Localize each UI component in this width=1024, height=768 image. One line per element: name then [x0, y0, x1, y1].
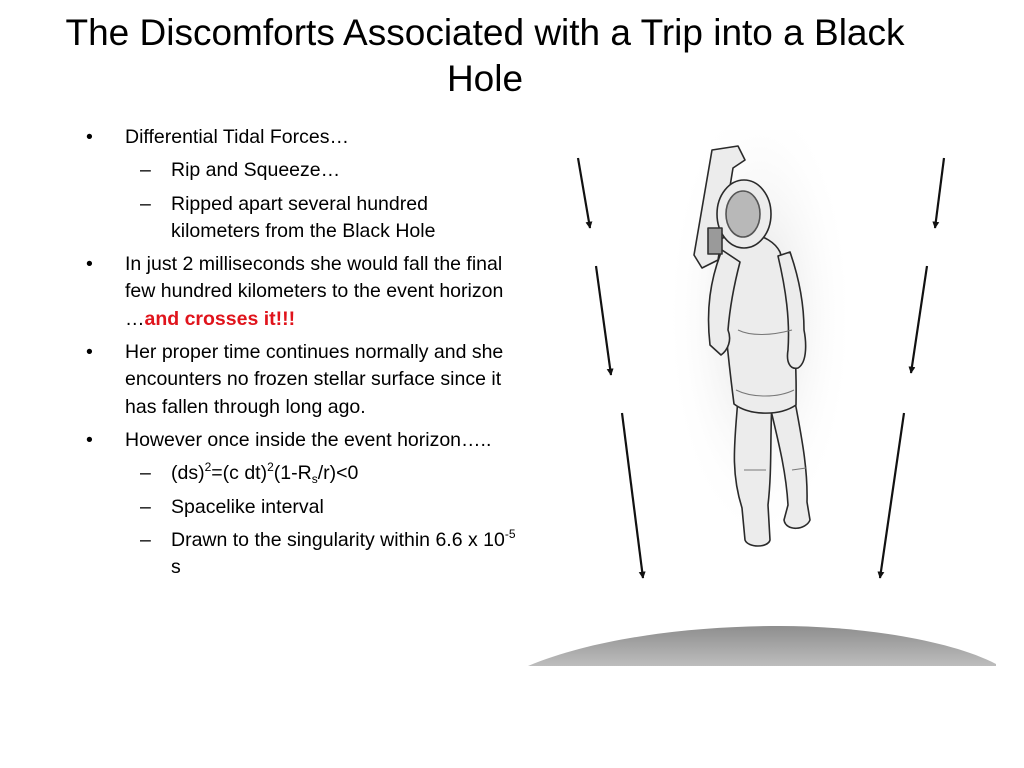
black-hole-illustration [500, 130, 1000, 670]
black-hole-surface [528, 626, 996, 666]
bullet-text: In just 2 milliseconds she would fall the final few hundred kilometers to the event horizon … [125, 253, 504, 330]
exponent: -5 [504, 526, 516, 541]
sub-bullet-interval-equation [78, 460, 518, 487]
tidal-arrow-icon [911, 266, 927, 373]
eq-part: (1-R [273, 462, 312, 485]
bullet-inside-horizon [78, 427, 518, 454]
equation [171, 460, 359, 487]
tidal-arrow-icon [935, 158, 944, 228]
eq-part: /r)<0 [317, 462, 359, 485]
bullet-marker: • [86, 253, 93, 276]
dash-marker: – [140, 528, 151, 551]
eq-part: (ds) [171, 462, 205, 485]
bullet-proper-time [78, 339, 518, 421]
bullet-marker: • [86, 126, 93, 148]
sub-bullet-rip-squeeze [78, 157, 518, 184]
sub-bullet-text [171, 526, 516, 579]
tidal-arrow-icon [622, 413, 643, 578]
eq-subscript: s [311, 472, 318, 487]
tidal-arrow-icon [578, 158, 590, 228]
dash-marker: – [140, 495, 151, 518]
sub-bullet-spacelike [78, 494, 518, 521]
bullet-two-milliseconds [78, 251, 518, 333]
sub-bullet-ripped-apart [78, 191, 518, 246]
bullet-list [78, 124, 518, 587]
bullet-text: Her proper time continues normally and she encounters no frozen stellar surface since it has fallen through long ago. [125, 341, 504, 418]
emphasis-text: and crosses it!!! [144, 307, 296, 330]
dash-marker: – [140, 159, 151, 182]
eq-exponent: 2 [267, 460, 274, 475]
text-part: s [171, 556, 181, 579]
sub-bullet-text: Spacelike interval [171, 495, 324, 518]
bullet-tidal-forces [78, 124, 518, 151]
eq-part: =(c dt) [211, 462, 268, 485]
eq-exponent: 2 [204, 460, 212, 475]
text-part: Drawn to the singularity within 6.6 x 10 [171, 528, 505, 551]
sub-bullet-singularity [78, 527, 518, 582]
sub-bullet-text: Ripped apart several hundred kilometers from the Black Hole [171, 192, 436, 242]
tidal-arrow-icon [880, 413, 904, 578]
bullet-marker: • [86, 428, 93, 451]
visor-icon [726, 191, 760, 237]
sub-bullet-text: Rip and Squeeze… [171, 159, 341, 182]
slide-title: The Discomforts Associated with a Trip into a Black Hole [65, 12, 905, 99]
tidal-arrow-icon [596, 266, 611, 375]
flag-patch-icon [708, 228, 722, 254]
bullet-marker: • [86, 341, 93, 364]
dash-marker: – [140, 192, 151, 215]
dash-marker: – [140, 462, 151, 485]
bullet-text: However once inside the event horizon….. [125, 428, 492, 451]
bullet-text: Differential Tidal Forces… [125, 126, 349, 148]
